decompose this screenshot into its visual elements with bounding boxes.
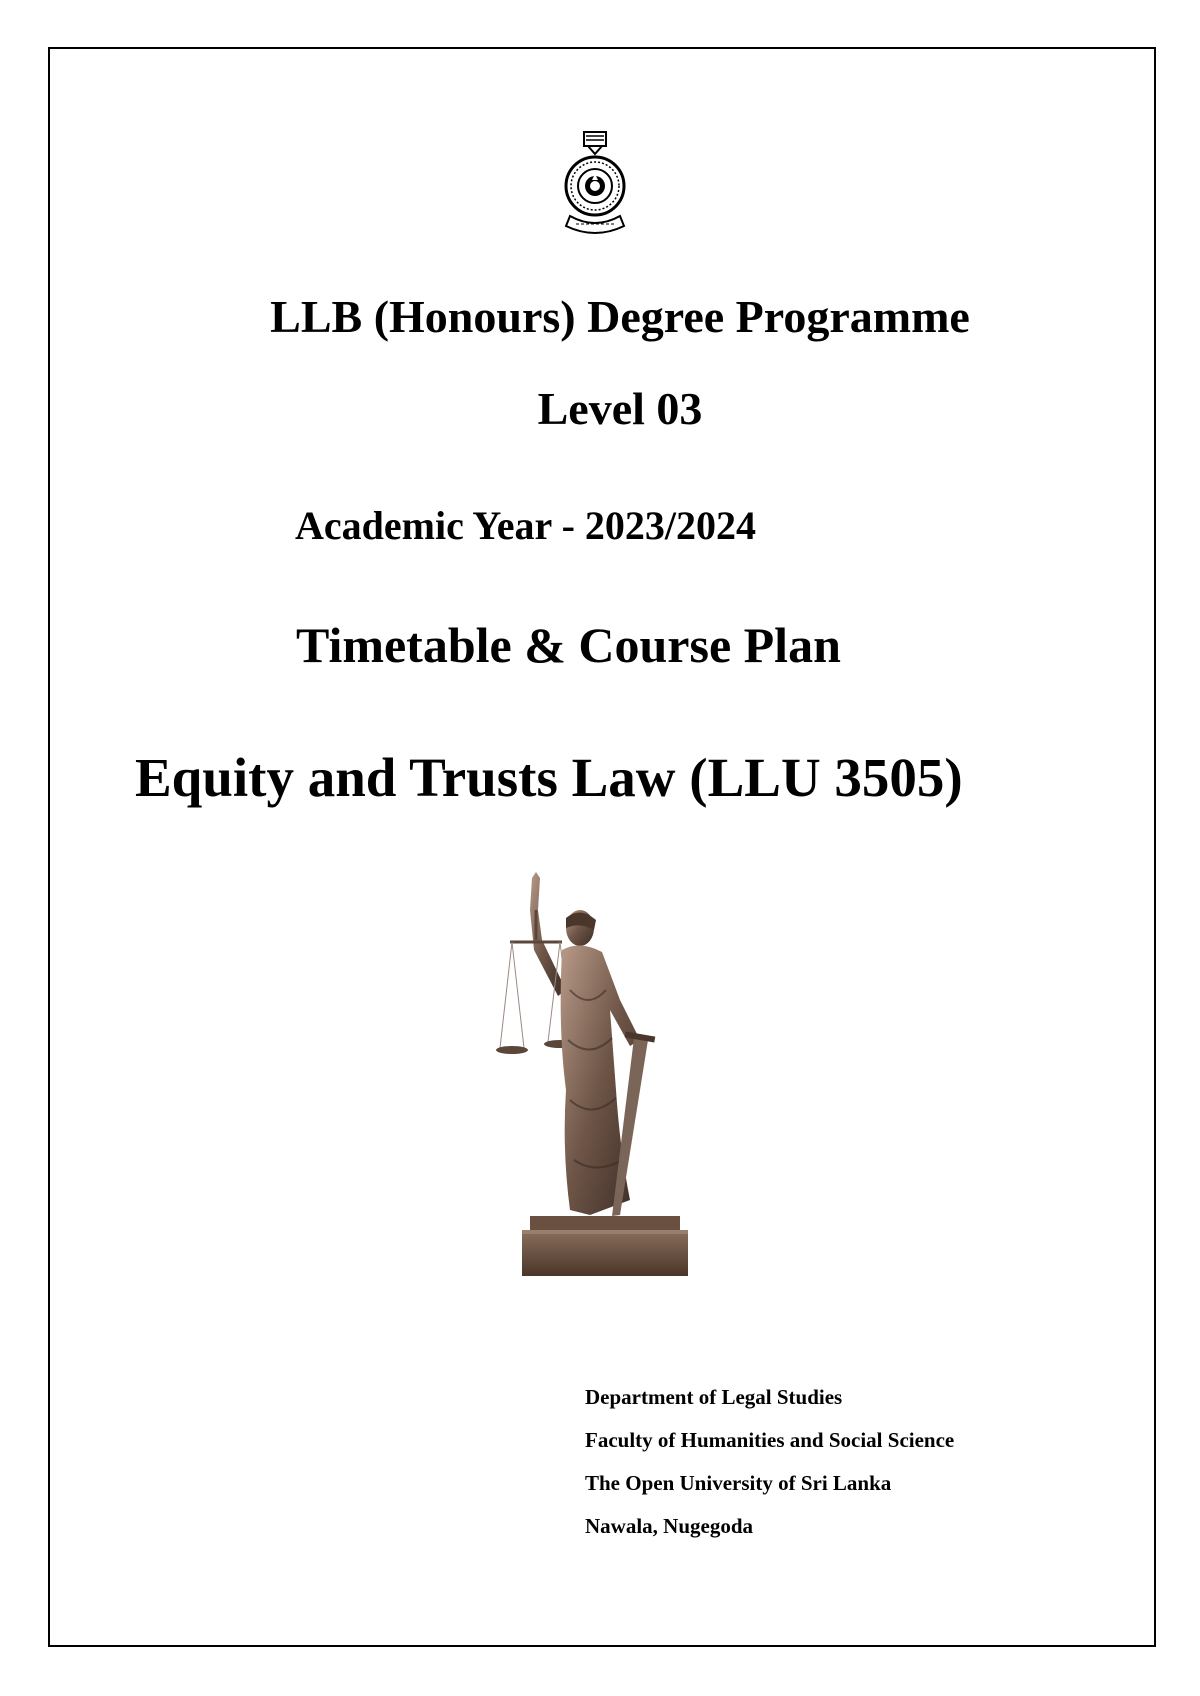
university-crest-icon [562, 130, 628, 242]
address-line: The Open University of Sri Lanka [585, 1471, 892, 1495]
document-type-heading: Timetable & Course Plan [296, 617, 841, 673]
programme-title: LLB (Honours) Degree Programme [270, 291, 970, 342]
level-heading: Level 03 [537, 383, 703, 434]
address-line: Faculty of Humanities and Social Science [585, 1428, 955, 1452]
lady-justice-statue-icon [470, 870, 720, 1280]
department-address [585, 1380, 954, 1552]
academic-year: Academic Year - 2023/2024 [295, 503, 757, 548]
address-line: Department of Legal Studies [585, 1385, 843, 1409]
course-title: Equity and Trusts Law (LLU 3505) [135, 747, 963, 808]
address-line: Nawala, Nugegoda [585, 1514, 754, 1538]
